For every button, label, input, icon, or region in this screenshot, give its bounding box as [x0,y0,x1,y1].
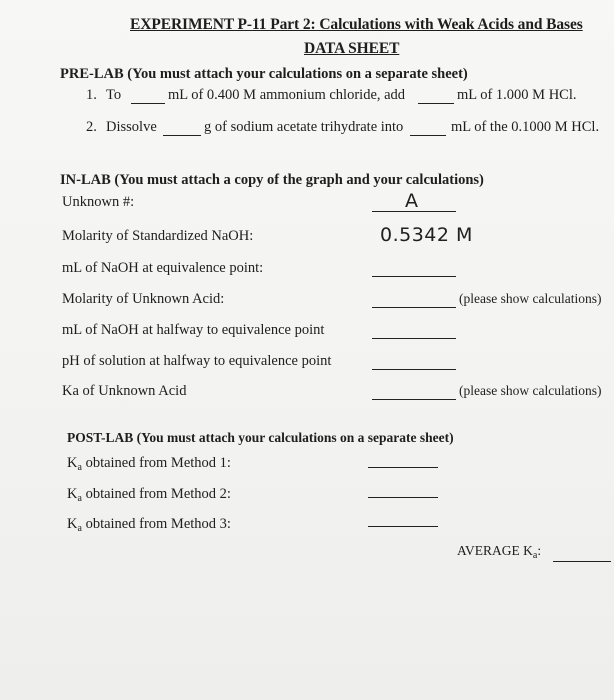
ka-method1-blank[interactable] [368,467,438,468]
prelab-heading: PRE-LAB (You must attach your calculations on a separate sheet) [60,66,468,82]
average-ka-blank[interactable] [553,561,611,562]
ka-method1-label [67,455,231,473]
unknown-value-handwritten: A [405,190,419,212]
molarity-acid-label: Molarity of Unknown Acid: [62,291,225,307]
average-ka-colon: : [537,543,542,558]
prelab-item2-number: 2. [86,119,97,135]
average-ka-text: AVERAGE K [457,543,533,558]
ka-method3-blank[interactable] [368,526,438,527]
prelab-item1-text-a: To [106,87,122,103]
ml-equivalence-label: mL of NaOH at equivalence point: [62,260,264,276]
ka-method2-label [67,486,231,504]
prelab-item2-text-b: g of sodium acetate trihydrate into [204,119,404,135]
inlab-heading: IN-LAB (You must attach a copy of the graph and your calculations) [60,172,484,188]
bleed-through-text [300,232,339,248]
ka-method2-k: K [67,486,78,502]
prelab-item1-blank-1[interactable] [131,103,165,104]
prelab-item2-text-a: Dissolve [106,119,157,135]
ka-method2-subscript: a [77,493,82,504]
ka-method2-blank[interactable] [368,497,438,498]
prelab-item1-text-b: mL of 0.400 M ammonium chloride, add [168,87,406,103]
ml-halfway-label: mL of NaOH at halfway to equivalence point [62,322,325,338]
prelab-item1-number: 1. [86,87,97,103]
ml-equivalence-blank[interactable] [372,276,456,277]
unknown-blank[interactable] [372,211,456,212]
molarity-acid-blank[interactable] [372,307,456,308]
molarity-naoh-label: Molarity of Standardized NaOH: [62,228,254,244]
ka-method2-text: obtained from Method 2: [85,486,231,502]
average-ka-label [457,543,541,561]
molarity-naoh-value-handwritten: 0.5342 M [380,224,473,246]
page-title: EXPERIMENT P-11 Part 2: Calculations with Weak Acids and Bases [130,16,583,33]
ka-method3-k: K [67,516,78,532]
ka-method1-text: obtained from Method 1: [85,455,231,471]
ka-method1-k: K [67,455,78,471]
average-ka-subscript: a [532,550,538,561]
data-sheet-subtitle: DATA SHEET [304,40,400,57]
ka-method1-subscript: a [77,462,82,473]
prelab-item2-blank-1[interactable] [163,135,201,136]
unknown-label: Unknown #: [62,194,135,210]
ka-method3-label [67,516,231,534]
ml-halfway-blank[interactable] [372,338,456,339]
ph-halfway-label: pH of solution at halfway to equivalence point [62,353,332,369]
ph-halfway-blank[interactable] [372,369,456,370]
prelab-item2-text-c: mL of the 0.1000 M HCl. [451,119,600,135]
ka-unknown-blank[interactable] [372,399,456,400]
ka-method3-subscript: a [77,523,82,534]
prelab-item1-blank-2[interactable] [418,103,454,104]
postlab-heading: POST-LAB (You must attach your calculations on a separate sheet) [67,430,454,445]
ka-method3-text: obtained from Method 3: [85,516,231,532]
prelab-item2-blank-2[interactable] [410,135,446,136]
prelab-item1-text-c: mL of 1.000 M HCl. [457,87,577,103]
ka-unknown-note: (please show calculations) [459,383,602,398]
molarity-acid-note: (please show calculations) [459,291,602,306]
ka-unknown-label: Ka of Unknown Acid [62,383,187,399]
